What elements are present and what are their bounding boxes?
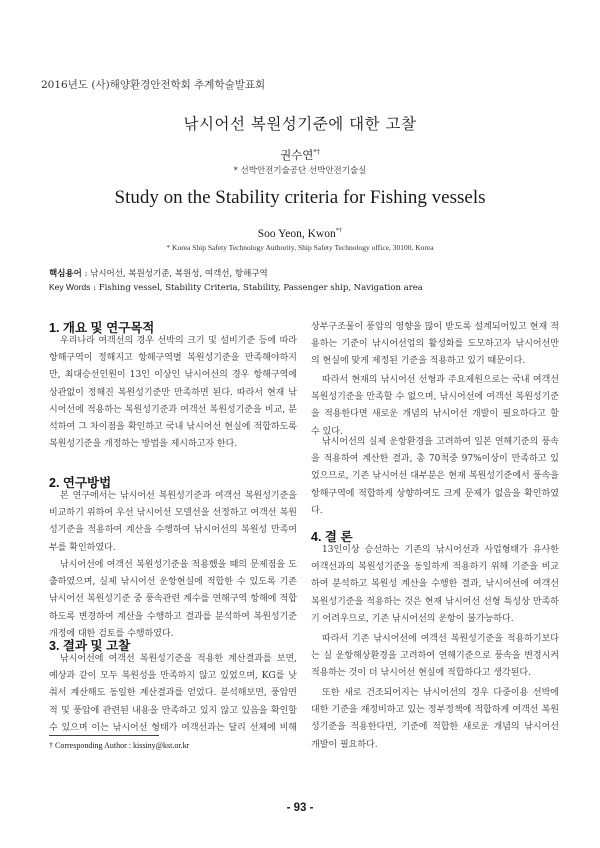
footnote-text: Corresponding Author : kissiny@kst.or.kr xyxy=(55,741,190,750)
author-korean-mark: *† xyxy=(313,148,320,157)
section-3-paragraph-1-start xyxy=(49,651,297,737)
section-2-heading: 2. 연구방법 xyxy=(49,476,112,490)
author-english xyxy=(0,227,600,240)
footnote-mark: † xyxy=(49,741,53,750)
author-korean xyxy=(0,147,600,163)
section-1-heading: 1. 개요 및 연구목적 xyxy=(49,321,155,335)
section-3-paragraph-2: 따라서 현재의 낚시어선 선형과 주요제원으로는 국내 여객선 복원성기준을 만족할 수 없으며, 낚시어선에 여객선 복원성기준을 적용한다면 새로운 개념의 낚시어선 개발이 필요하다고 할 수 있다. xyxy=(311,375,559,437)
section-3-paragraph-1-continued xyxy=(311,319,559,371)
keywords-english-label: Key Words xyxy=(49,282,91,292)
keywords-korean xyxy=(49,267,268,279)
section-4-heading: 4. 결 론 xyxy=(311,530,353,544)
section-4-paragraph-3: 또한 새로 건조되어지는 낚시어선의 경우 다중이용 선박에 대한 기준을 재정비하고 있는 정부정책에 적합하게 여객선 복원성기준을 적용한다면, 기준에 적합한 새로운 개념의 낚시어선 개발이 필요하다. xyxy=(311,688,559,750)
section-3-paragraph-1-tail: 상부구조물이 풍압의 영향을 많이 받도록 설계되어있고 현재 적용하는 기준이 낚시어선업의 활성화를 도모하고자 낚시어선만의 현실에 맞게 제정된 기준을 적용하고 있기 때문이다. xyxy=(311,322,559,367)
author-korean-name: 권수연 xyxy=(280,148,314,162)
keywords-korean-label: 핵심용어 xyxy=(49,268,82,278)
section-2-paragraph-1: 본 연구에서는 낚시어선 복원성기준과 여객선 복원성기준을 비교하기 위하여 우선 낚시어선 모델선을 선정하고 여객선 복원성기준을 적용하여 계산을 수행하여 낚시어선의 복원성 만족여부를 확인하였다. xyxy=(49,491,297,553)
section-3-paragraph-3: 낚시어선의 실제 운항환경을 고려하여 일본 연해기준의 풍속을 적용하여 계산한 결과, 총 70척중 97%이상이 만족하고 있었으므로, 기존 낚시어선 대부분은 현재 복원성기준에서 풍속을 항해구역에 적합하게 상향하여도 크게 문제가 없음을 확인하였다. xyxy=(311,437,559,516)
conference-header: 2016년도 (사)해양환경안전학회 추계학술발표회 xyxy=(41,79,266,91)
affiliation-english: * Korea Ship Safety Technology Authority, Ship Safety Technology office, 30100, Korea xyxy=(166,243,434,252)
title-english: Study on the Stability criteria for Fishing vessels xyxy=(114,187,486,208)
keywords-korean-text: : 낚시어선, 복원성기준, 복원성, 여객선, 항해구역 xyxy=(84,269,268,279)
author-english-mark: *† xyxy=(335,227,343,234)
page-number: - 93 - xyxy=(286,802,314,814)
footnote xyxy=(49,741,189,750)
keywords-english xyxy=(49,282,423,293)
section-4-paragraph-2: 따라서 기존 낚시어선에 여객선 복원성기준을 적용하기보다는 실 운항해상환경을 고려하여 연해기준으로 풍속을 변경시켜 적용하는 것이 더 낚시어선 현실에 적합하다고 생각된다. xyxy=(311,634,559,679)
section-1-paragraph: 우리나라 여객선의 경우 선박의 크기 및 설비기준 등에 따라 항해구역이 정해지고 항해구역별 복원성기준을 만족해야하지만, 최대승선인원이 13인 이상인 낚시어선의 경우 항해구역에 상관없이 정해진 복원성기준만 만족하면 된다. 따라서 현재 낚시어선에 적용하는 복원성기준과 여객선 복원성기준을 비교, 분석하여 그 차이점을 확인하고 국내 낚시어선 현실에 적합하도록 복원성기준을 개정하는 방법을 제시하고자 한다. xyxy=(49,336,297,450)
keywords-english-text: : Fishing vessel, Stability Criteria, Stability, Passenger ship, Navigation area xyxy=(93,283,423,293)
section-3-paragraph-1: 낚시어선에 여객선 복원성기준을 적용한 계산결과를 보면, 예상과 같이 모두 복원성을 만족하지 않고 있었으며, KG를 낮춰서 계산해도 동일한 계산결과를 얻었다. 분석해보면, 풍압면적 및 풍압에 관련된 내용을 만족하고 있지 않고 있음을 확인할 수 있으며 이는 낚시어선 형태가 여객선과는 달리 선체에 비해 xyxy=(49,654,297,733)
section-4-paragraph-1: 13인이상 승선하는 기존의 낚시어선과 사업형태가 유사한 여객선과의 복원성기준을 동일하게 적용하기 위해 기준을 비교하여 분석하고 복원성 계산을 수행한 결과, 낚시어선에 여객선 복원성기준을 적용하는 것은 현재 낚시어선 선형 특성상 만족하기 어려우므로, 기존 낚시어선의 운항이 불가능하다. xyxy=(311,545,559,624)
footnote-divider xyxy=(49,735,159,736)
section-3-heading: 3. 결과 및 고찰 xyxy=(49,639,131,653)
affiliation-korean: * 선박안전기술공단 선박안전기술실 xyxy=(233,166,367,176)
section-2-paragraph-2: 낚시어선에 여객선 복원성기준을 적용했을 때의 문제점을 도출하였으며, 실제 낚시어선 운항현실에 적합한 수 있도록 기존 낚시어선 복원성기준 중 풍속관련 계수를 연해구역 항해에 적합하도록 변경하여 계산을 수행하고 결과를 분석하여 복원성기준 개정에 대한 검토를 수행하였다. xyxy=(49,560,297,639)
author-english-name: Soo Yeon, Kwon xyxy=(257,227,336,240)
title-korean: 낚시어선 복원성기준에 대한 고찰 xyxy=(183,115,417,133)
